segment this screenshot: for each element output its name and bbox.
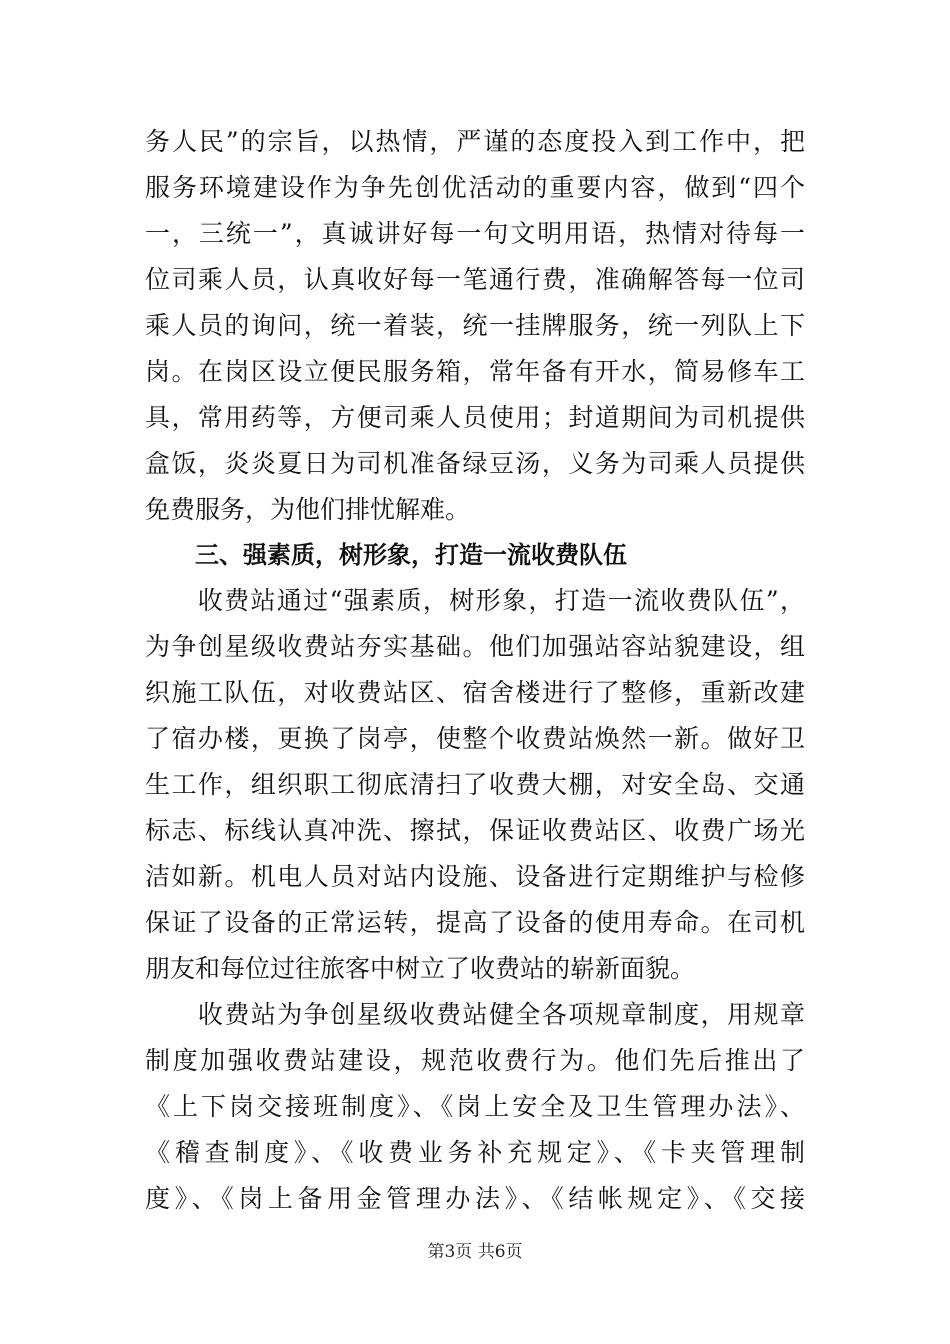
paragraph-line: 位司乘人员，认真收好每一笔通行费，准确解答每一位司 [145,265,805,294]
section-heading: 三、强素质，树形象，打造一流收费队伍 [195,541,627,569]
paragraph-line: 盒饭，炎炎夏日为司机准备绿豆汤，义务为司乘人员提供 [145,449,805,478]
paragraph-line: 织施工队伍，对收费站区、宿舍楼进行了整修，重新改建 [145,678,805,707]
paragraph-line: 服务环境建设作为争先创优活动的重要内容，做到“四个 [145,173,805,202]
paragraph-line: 度》、《岗上备用金管理办法》、《结帐规定》、《交接 [145,1184,805,1213]
paragraph-line: 岗。在岗区设立便民服务箱，常年备有开水，简易修车工 [145,357,805,386]
paragraph-line: 洁如新。机电人员对站内设施、设备进行定期维护与检修 [145,862,805,891]
paragraph-line: 《稽查制度》、《收费业务补充规定》、《卡夹管理制 [145,1138,805,1167]
paragraph-line: 收费站通过“强素质，树形象，打造一流收费队伍”， [145,586,805,615]
paragraph-line: 《上下岗交接班制度》、《岗上安全及卫生管理办法》、 [145,1092,805,1121]
page-footer: 第3页 共6页 [427,1242,523,1262]
paragraph-line: 制度加强收费站建设，规范收费行为。他们先后推出了 [145,1046,805,1075]
paragraph-line: 免费服务，为他们排忧解难。 [145,495,471,524]
paragraph-line: 标志、标线认真冲洗、擦拭，保证收费站区、收费广场光 [145,816,805,845]
paragraph-line: 为争创星级收费站夯实基础。他们加强站容站貌建设，组 [145,632,805,661]
paragraph-line: 了宿办楼，更换了岗亭，使整个收费站焕然一新。做好卫 [145,724,805,753]
paragraph-line: 收费站为争创星级收费站健全各项规章制度，用规章 [145,1000,805,1029]
paragraph-line: 生工作，组织职工彻底清扫了收费大棚，对安全岛、交通 [145,770,805,799]
paragraph-line: 一，三统一”，真诚讲好每一句文明用语，热情对待每一 [145,219,805,248]
paragraph-line: 乘人员的询问，统一着装，统一挂牌服务，统一列队上下 [145,311,805,340]
paragraph-line: 保证了设备的正常运转，提高了设备的使用寿命。在司机 [145,908,805,937]
paragraph-line: 务人民”的宗旨，以热情，严谨的态度投入到工作中，把 [145,127,805,156]
paragraph-line: 朋友和每位过往旅客中树立了收费站的崭新面貌。 [145,954,696,983]
paragraph-line: 具，常用药等，方便司乘人员使用；封道期间为司机提供 [145,403,805,432]
